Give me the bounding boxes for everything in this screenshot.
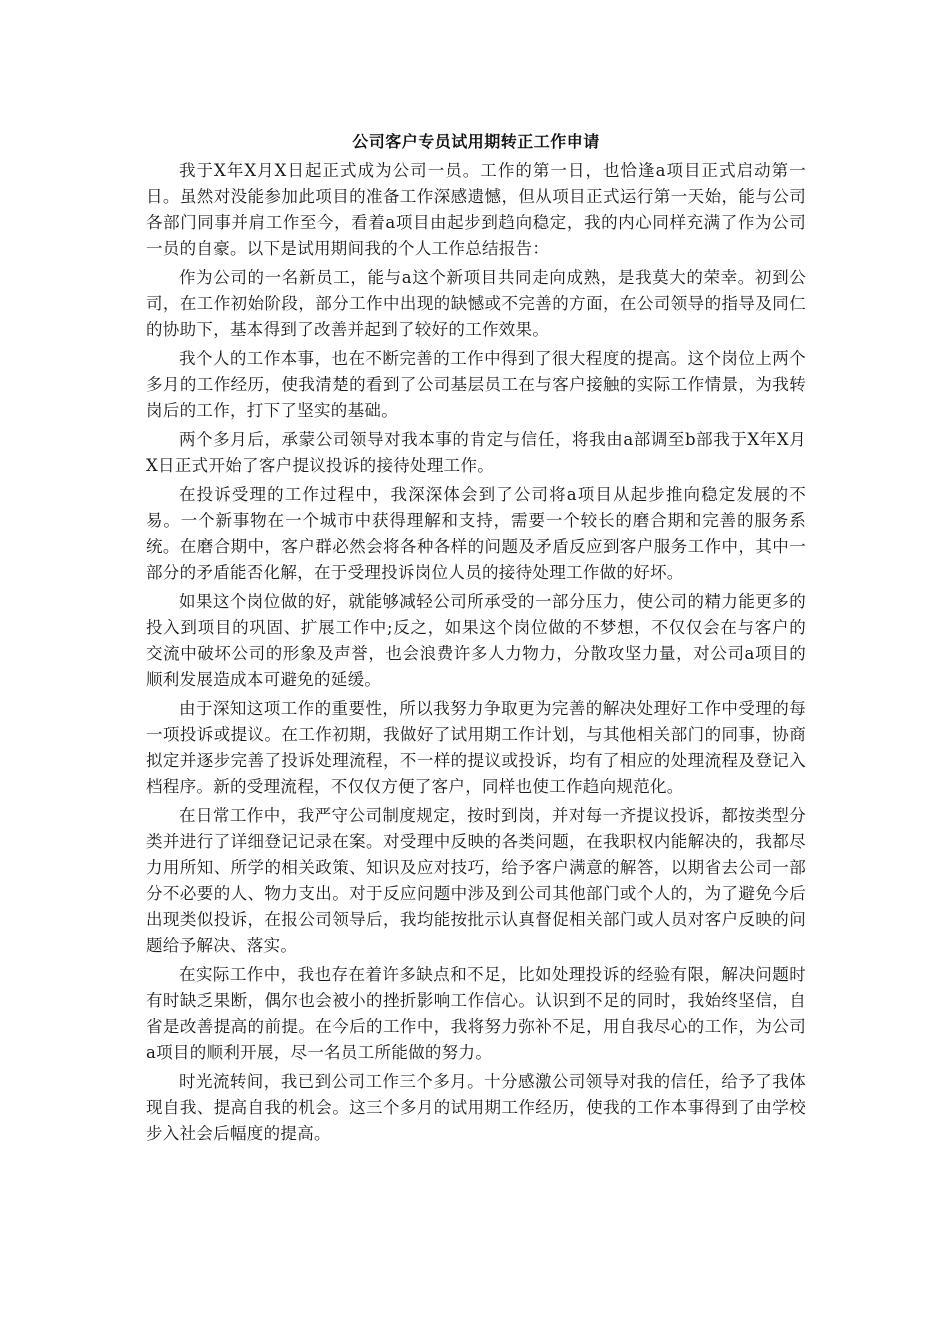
paragraph: 我个人的工作本事，也在不断完善的工作中得到了很大程度的提高。这个岗位上两个多月的工作经历，使我清楚的看到了公司基层员工在与客户接触的实际工作情景，为我转岗后的工作，打下了坚实的基础。 [146,349,806,420]
paragraph: 如果这个岗位做的好，就能够减轻公司所承受的一部分压力，使公司的精力能更多的投入到项目的巩固、扩展工作中;反之，如果这个岗位做的不梦想，不仅仅会在与客户的交流中破坏公司的形象及声誉，也会浪费许多人力物力，分散攻坚力量，对公司a项目的顺利发展造成本可避免的延缓。 [146,592,806,689]
paragraph: 两个多月后，承蒙公司领导对我本事的肯定与信任，将我由a部调至b部我于X年X月X日正式开始了客户提议投诉的接待处理工作。 [146,430,806,475]
paragraph: 在实际工作中，我也存在着许多缺点和不足，比如处理投诉的经验有限，解决问题时有时缺乏果断，偶尔也会被小的挫折影响工作信心。认识到不足的同时，我始终坚信，自省是改善提高的前提。在今后的工作中，我将努力弥补不足，用自我尽心的工作，为公司a项目的顺利开展，尽一名员工所能做的努力。 [146,965,806,1062]
document-body [146,128,806,1150]
paragraph: 作为公司的一名新员工，能与a这个新项目共同走向成熟，是我莫大的荣幸。初到公司，在工作初始阶段，部分工作中出现的缺憾或不完善的方面，在公司领导的指导及同仁的协助下，基本得到了改善并起到了较好的工作效果。 [146,268,806,339]
paragraph: 在投诉受理的工作过程中，我深深体会到了公司将a项目从起步推向稳定发展的不易。一个新事物在一个城市中获得理解和支持，需要一个较长的磨合期和完善的服务系统。在磨合期中，客户群必然会将各种各样的问题及矛盾反应到客户服务工作中，其中一部分的矛盾能否化解，在于受理投诉岗位人员的接待处理工作做的好坏。 [146,485,806,582]
paragraph: 在日常工作中，我严守公司制度规定，按时到岗，并对每一齐提议投诉，都按类型分类并进行了详细登记记录在案。对受理中反映的各类问题，在我职权内能解决的，我都尽力用所知、所学的相关政策、知识及应对技巧，给予客户满意的解答，以期省去公司一部分不必要的人、物力支出。对于反应问题中涉及到公司其他部门或个人的，为了避免今后出现类似投诉，在报公司领导后，我均能按批示认真督促相关部门或人员对客户反映的问题给予解决、落实。 [146,806,806,955]
paragraph: 时光流转间，我已到公司工作三个多月。十分感激公司领导对我的信任，给予了我体现自我、提高自我的机会。这三个多月的试用期工作经历，使我的工作本事得到了由学校步入社会后幅度的提高。 [146,1072,806,1143]
paragraph: 我于X年X月X日起正式成为公司一员。工作的第一日，也恰逢a项目正式启动第一日。虽然对没能参加此项目的准备工作深感遗憾，但从项目正式运行第一天始，能与公司各部门同事并肩工作至今，看着a项目由起步到趋向稳定，我的内心同样充满了作为公司一员的自豪。以下是试用期间我的个人工作总结报告： [146,161,806,258]
document-title: 公司客户专员试用期转正工作申请 [352,132,600,151]
paragraph: 由于深知这项工作的重要性，所以我努力争取更为完善的解决处理好工作中受理的每一项投诉或提议。在工作初期，我做好了试用期工作计划，与其他相关部门的同事，协商拟定并逐步完善了投诉处理流程，不一样的提议或投诉，均有了相应的处理流程及登记入档程序。新的受理流程，不仅仅方便了客户，同样也使工作趋向规范化。 [146,699,806,796]
